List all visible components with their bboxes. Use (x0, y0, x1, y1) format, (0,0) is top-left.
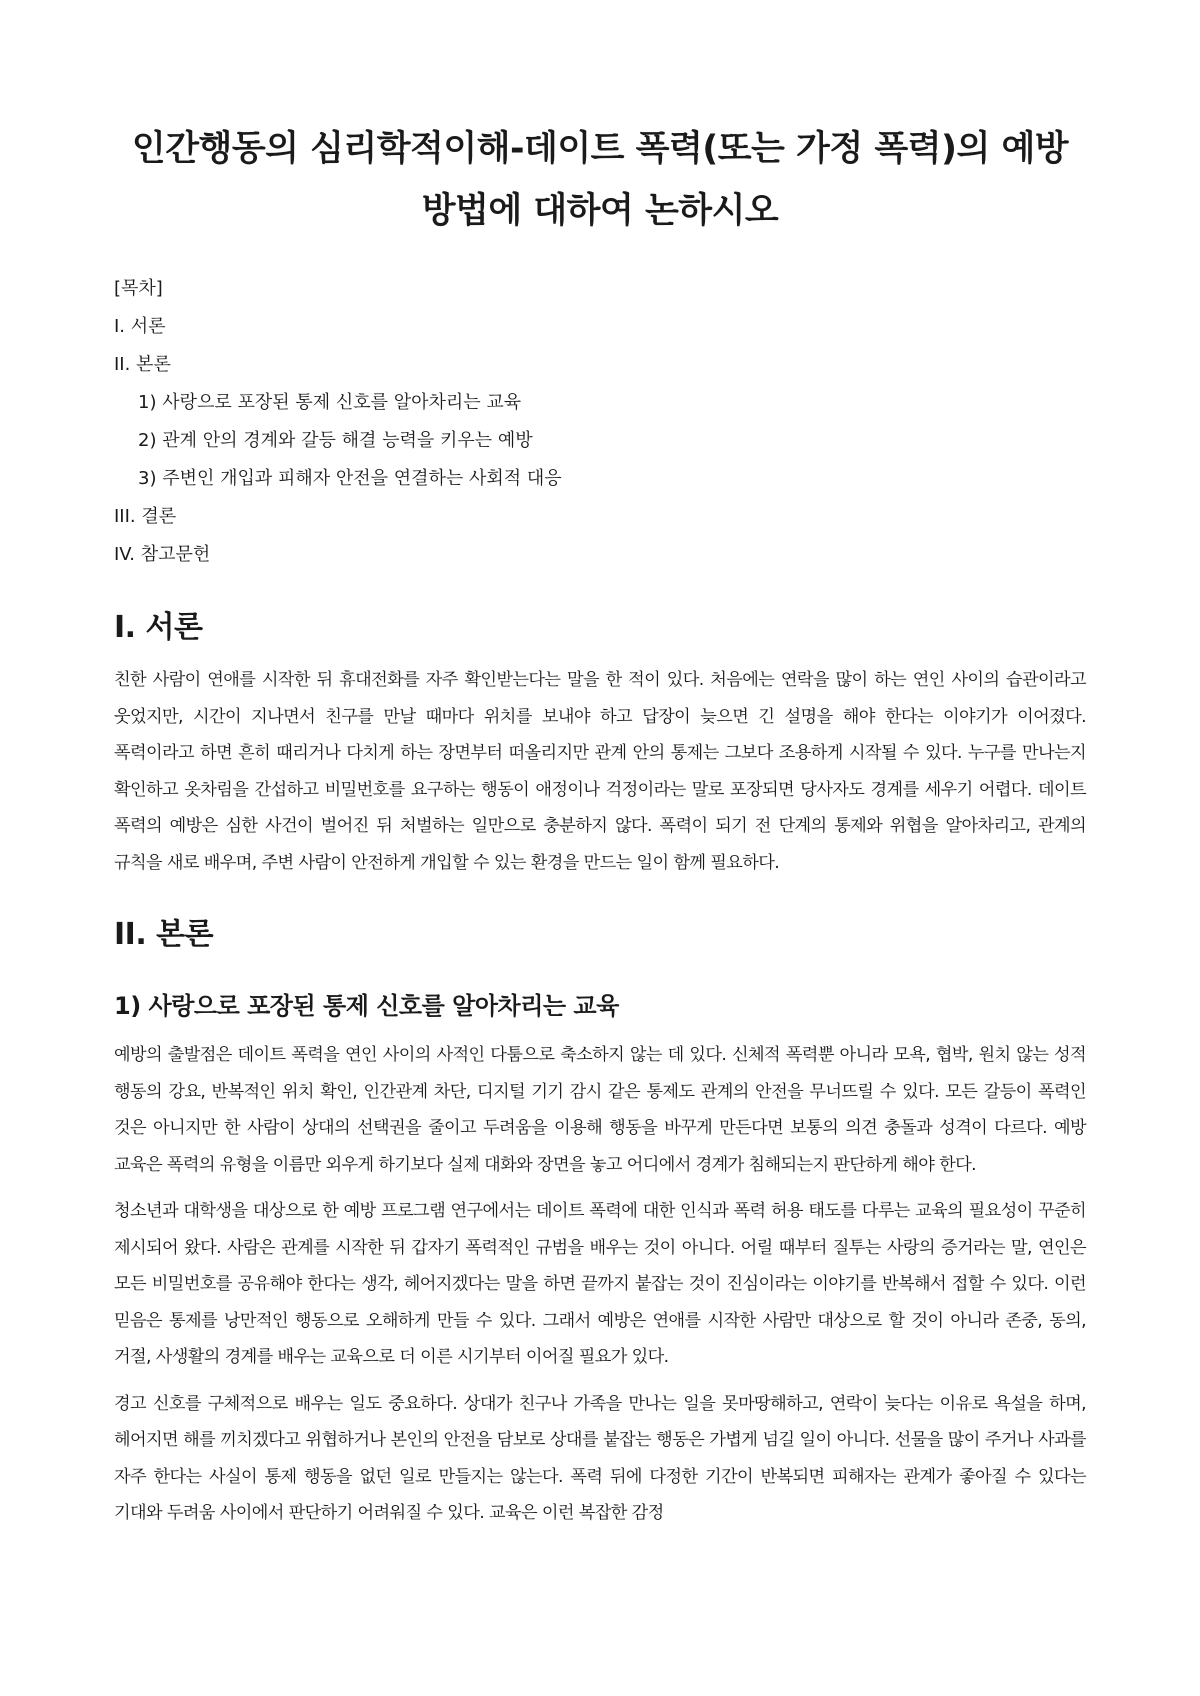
body-paragraph-1: 예방의 출발점은 데이트 폭력을 연인 사이의 사적인 다툼으로 축소하지 않는 데 있다. 신체적 폭력뿐 아니라 모욕, 협박, 원치 않는 성적 행동의 강요, 반복적인 위치 확인, 인간관계 차단, 디지털 기기 감시 같은 통제도 관계의 안전을 무너뜨릴 수 있다. 모든 갈등이 폭력인 것은 아니지만 한 사람이 상대의 선택권을 줄이고 두려움을 이용해 행동을 바꾸게 만든다면 보통의 의견 충돌과 성격이 다르다. 예방 교육은 폭력의 유형을 이름만 외우게 하기보다 실제 대화와 장면을 놓고 어디에서 경계가 침해되는지 판단하게 해야 한다. (114, 1045, 1086, 1175)
toc-item-body-sub-2: 2) 관계 안의 경계와 갈등 해결 능력을 키우는 예방 (138, 430, 533, 451)
toc-item-conclusion: III. 결론 (114, 506, 177, 527)
section-heading-introduction: I. 서론 (114, 610, 203, 645)
toc-item-introduction: I. 서론 (114, 316, 166, 337)
toc-heading: [목차] (114, 278, 163, 299)
document-title-line-2: 방법에 대하여 논하시오 (421, 191, 779, 231)
toc-item-references: IV. 참고문헌 (114, 544, 211, 565)
introduction-paragraph: 친한 사람이 연애를 시작한 뒤 휴대전화를 자주 확인받는다는 말을 한 적이 있다. 처음에는 연락을 많이 하는 연인 사이의 습관이라고 웃었지만, 시간이 지나면서 친구를 만날 때마다 위치를 보내야 하고 답장이 늦으면 긴 설명을 해야 한다는 이야기가 이어졌다. 폭력이라고 하면 흔히 때리거나 다치게 하는 장면부터 떠올리지만 관계 안의 통제는 그보다 조용하게 시작될 수 있다. 누구를 만나는지 확인하고 옷차림을 간섭하고 비밀번호를 요구하는 행동이 애정이나 걱정이라는 말로 포장되면 당사자도 경계를 세우기 어렵다. 데이트 폭력의 예방은 심한 사건이 벌어진 뒤 처벌하는 일만으로 충분하지 않다. 폭력이 되기 전 단계의 통제와 위협을 알아차리고, 관계의 규칙을 새로 배우며, 주변 사람이 안전하게 개입할 수 있는 환경을 만드는 일이 함께 필요하다. (114, 670, 1086, 873)
section-heading-body: II. 본론 (114, 917, 214, 952)
subsection-heading-1: 1) 사랑으로 포장된 통제 신호를 알아차리는 교육 (114, 992, 619, 1020)
toc-item-body-sub-1: 1) 사랑으로 포장된 통제 신호를 알아차리는 교육 (138, 392, 522, 413)
document-title (114, 118, 1086, 242)
toc-item-body-sub-3: 3) 주변인 개입과 피해자 안전을 연결하는 사회적 대응 (138, 468, 562, 489)
document-title-line-1: 인간행동의 심리학적이해-데이트 폭력(또는 가정 폭력)의 예방 (131, 129, 1069, 169)
toc-item-body: II. 본론 (114, 354, 171, 375)
table-of-contents (114, 270, 1086, 574)
body-paragraph-2: 청소년과 대학생을 대상으로 한 예방 프로그램 연구에서는 데이트 폭력에 대한 인식과 폭력 허용 태도를 다루는 교육의 필요성이 꾸준히 제시되어 왔다. 사람은 관계를 시작한 뒤 갑자기 폭력적인 규범을 배우는 것이 아니다. 어릴 때부터 질투는 사랑의 증거라는 말, 연인은 모든 비밀번호를 공유해야 한다는 생각, 헤어지겠다는 말을 하면 끝까지 붙잡는 것이 진심이라는 이야기를 반복해서 접할 수 있다. 이런 믿음은 통제를 낭만적인 행동으로 오해하게 만들 수 있다. 그래서 예방은 연애를 시작한 사람만 대상으로 할 것이 아니라 존중, 동의, 거절, 사생활의 경계를 배우는 교육으로 더 이른 시기부터 이어질 필요가 있다. (114, 1201, 1086, 1367)
body-paragraph-3: 경고 신호를 구체적으로 배우는 일도 중요하다. 상대가 친구나 가족을 만나는 일을 못마땅해하고, 연락이 늦다는 이유로 욕설을 하며, 헤어지면 해를 끼치겠다고 위협하거나 본인의 안전을 담보로 상대를 붙잡는 행동은 가볍게 넘길 일이 아니다. 선물을 많이 주거나 사과를 자주 한다는 사실이 통제 행동을 없던 일로 만들지는 않는다. 폭력 뒤에 다정한 기간이 반복되면 피해자는 관계가 좋아질 수 있다는 기대와 두려움 사이에서 판단하기 어려워질 수 있다. 교육은 이런 복잡한 감정 (114, 1393, 1086, 1523)
